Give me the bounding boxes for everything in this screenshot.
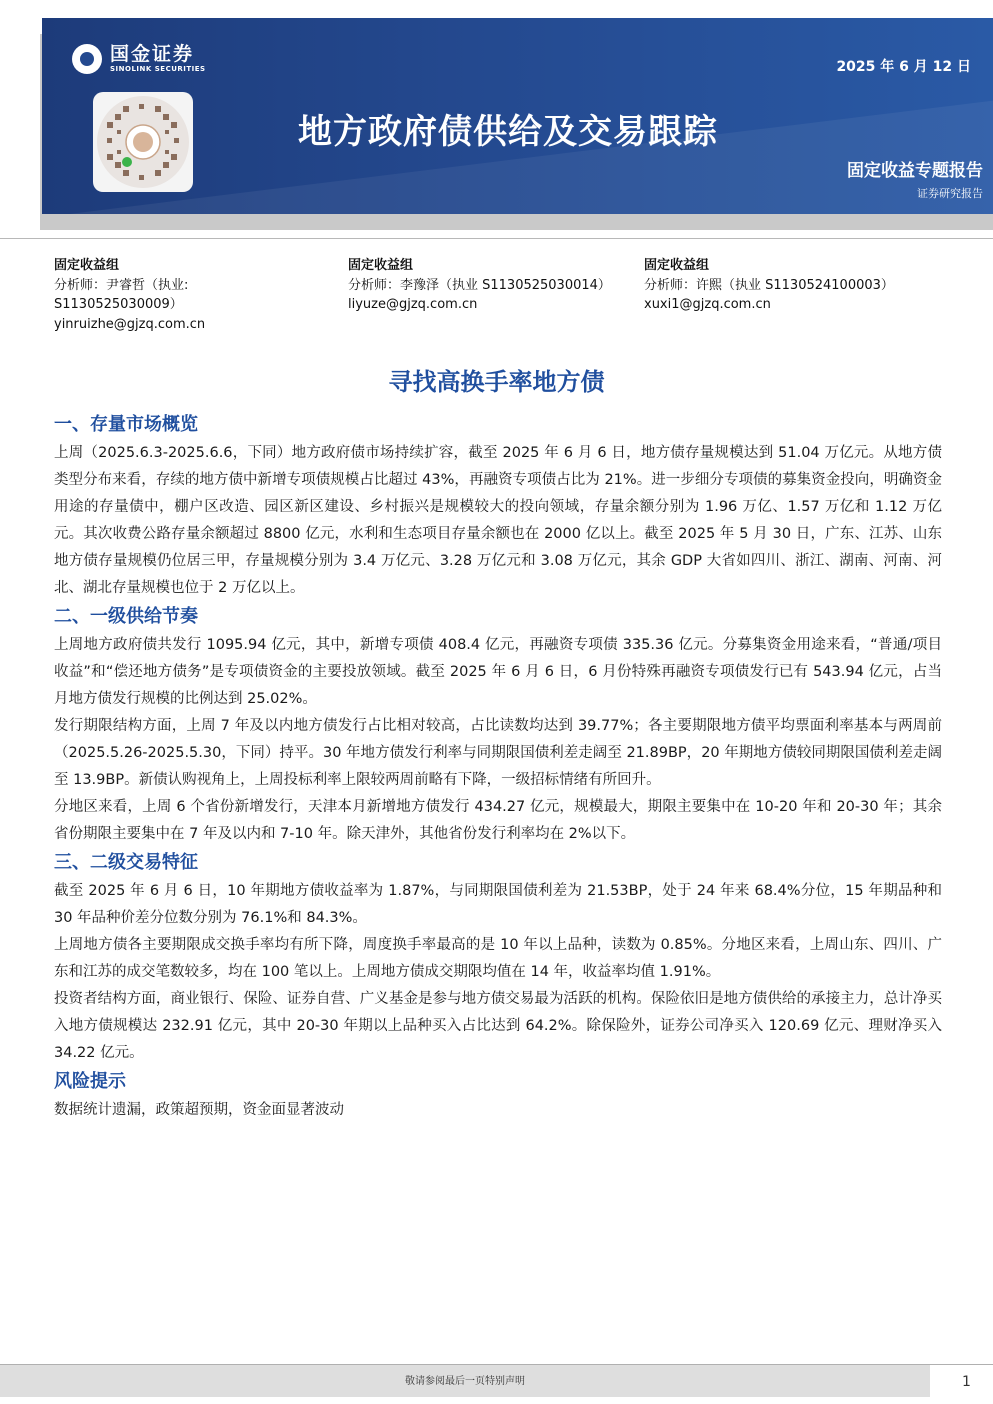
analyst-card [54,256,334,334]
report-subtitle: 证券研究报告 [917,187,983,200]
report-type: 固定收益专题报告 [847,161,983,181]
analyst-group: 固定收益组 [348,258,414,273]
section-paragraph: 投资者结构方面，商业银行、保险、证券自营、广义基金是参与地方债交易最为活跃的机构。保险依旧是地方债供给的承接主力，总计净买入地方债规模达 232.91 亿元，其中 20-30 年期以上品种买入占比达到 64.2%。除保险外，证券公司净买入 120.69 亿元、理财净买入 34.22 亿元。 [54,991,942,1061]
analyst-name: 分析师：许熙（执业 S1130524100003） [644,277,894,293]
qr-code-icon [93,92,193,192]
analyst-email[interactable]: xuxi1@gjzq.com.cn [644,297,771,312]
analyst-name: 分析师：尹睿哲（执业: [54,277,189,293]
section-paragraph: 上周地方债各主要期限成交换手率均有所下降，周度换手率最高的是 10 年以上品种，读数为 0.85%。分地区来看，上周山东、四川、广东和江苏的成交笔数较多，均在 100 笔以上。上周地方债成交期限均值在 14 年，收益率均值 1.91%。 [54,937,942,980]
section-paragraph: 上周地方政府债共发行 1095.94 亿元，其中，新增专项债 408.4 亿元，再融资专项债 335.36 亿元。分募集资金用途来看，“普通/项目收益”和“偿还地方债务”是专项债资金的主要投放领域。截至 2025 年 6 月 6 日，6 月份特殊再融资专项债发行已有 543.94 亿元，占当月地方债发行规模的比例达到 25.02%。 [54,637,942,707]
analyst-email[interactable]: liyuze@gjzq.com.cn [348,297,478,312]
section-heading: 一、存量市场概览 [54,414,198,435]
section-heading: 风险提示 [54,1071,126,1092]
document-title: 寻找高换手率地方债 [388,368,605,396]
section-heading: 二、一级供给节奏 [54,606,198,627]
page-number: 1 [962,1374,971,1390]
analyst-group: 固定收益组 [644,258,710,273]
logo-chinese-name: 国金证券 [110,43,195,65]
section-paragraph: 分地区来看，上周 6 个省份新增发行，天津本月新增地方债发行 434.27 亿元，规模最大，期限主要集中在 10-20 年和 20-30 年；其余省份期限主要集中在 7 年及以内和 7-10 年。除天津外，其他省份发行利率均在 2%以下。 [54,799,942,842]
analyst-group: 固定收益组 [54,258,120,273]
section-paragraph: 截至 2025 年 6 月 6 日，10 年期地方债收益率为 1.87%，与同期限国债利差为 21.53BP，处于 24 年来 68.4%分位，15 年期品种和 30 年品种价差分位数分别为 76.1%和 84.3%。 [54,883,942,926]
analyst-license: S1130525030009） [54,297,183,312]
analyst-card [644,256,944,315]
report-title: 地方政府债供给及交易跟踪 [298,112,718,152]
section-paragraph: 数据统计遗漏，政策超预期，资金面显著波动 [54,1102,344,1118]
analyst-email[interactable]: yinruizhe@gjzq.com.cn [54,316,206,332]
sinolink-logo-icon [72,44,102,74]
footer-disclaimer: 敬请参阅最后一页特别声明 [405,1376,525,1387]
logo-english-name: SINOLINK SECURITIES [110,65,206,73]
analyst-name: 分析师：李豫泽（执业 S1130525030014） [348,277,611,293]
section-heading: 三、二级交易特征 [54,852,198,873]
analyst-card [348,256,648,315]
report-body [54,410,942,1124]
report-date: 2025 年 6 月 12 日 [836,59,971,75]
section-paragraph: 上周（2025.6.3-2025.6.6，下同）地方政府债市场持续扩容，截至 2025 年 6 月 6 日，地方债存量规模达到 51.04 万亿元。从地方债类型分布来看，存续的地方债中新增专项债规模占比超过 43%，再融资专项债占比为 21%。进一步细分专项债的募集资金投向，明确资金用途的存量债中，棚户区改造、园区新区建设、乡村振兴是规模较大的投向领域，存量余额分别为 1.96 万亿、1.57 万亿和 1.12 万亿元。其次收费公路存量余额超过 8800 亿元，水利和生态项目存量余额也在 2000 亿以上。截至 2025 年 5 月 30 日，广东、江苏、山东地方债存量规模仍位居三甲，存量规模分别为 3.4 万亿元、3.28 万亿元和 3.08 万亿元，其余 GDP 大省如四川、浙江、湖南、河南、河北、湖北存量规模也位于 2 万亿以上。 [54,445,942,596]
divider [0,238,993,239]
company-logo [72,44,206,74]
section-paragraph: 发行期限结构方面，上周 7 年及以内地方债发行占比相对较高，占比读数均达到 39.77%；各主要期限地方债平均票面利率基本与两周前（2025.5.26-2025.5.30，下同）持平。30 年地方债发行利率与同期限国债利差走阔至 21.89BP，20 年期地方债较同期限国债利差走阔至 13.9BP。新债认购视角上，上周投标利率上限较两周前略有下降，一级招标情绪有所回升。 [54,718,942,788]
